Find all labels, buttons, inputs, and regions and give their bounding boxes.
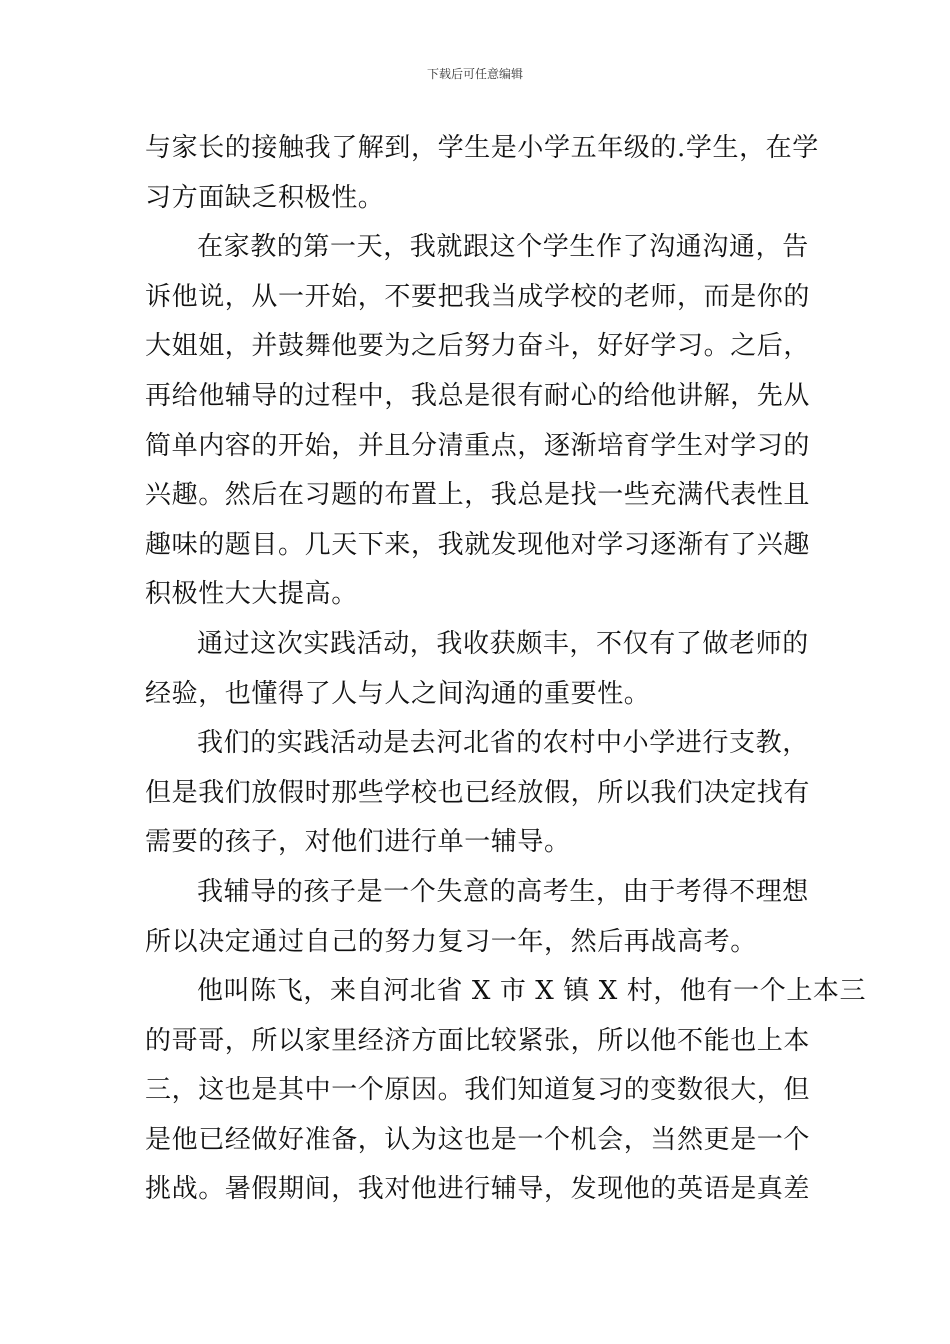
text-line: 经验，也懂得了人与人之间沟通的重要性。 [145,678,651,709]
text-line: 再给他辅导的过程中，我总是很有耐心的给他讲解，先从 [145,380,811,411]
text-line: 习方面缺乏积极性。 [145,182,385,213]
text-line: 挑战。暑假期间，我对他进行辅导，发现他的英语是真差 [145,1174,811,1205]
text-line: 大姐姐，并鼓舞他要为之后努力奋斗，好好学习。之后， [145,331,811,362]
text-line: 我辅导的孩子是一个失意的高考生，由于考得不理想 [197,876,809,907]
text-line: 与家长的接触我了解到，学生是小学五年级的.学生，在学 [145,133,819,163]
text-line: 在家教的第一天，我就跟这个学生作了沟通沟通，告 [197,232,809,263]
document-body [145,124,867,1215]
page-header: 下载后可任意编辑 [426,67,523,81]
text-line: 是他已经做好准备，认为这也是一个机会，当然更是一个 [145,1124,811,1155]
text-line: 简单内容的开始，并且分清重点，逐渐培育学生对学习的 [145,430,811,461]
text-line: 的哥哥，所以家里经济方面比较紧张，所以他不能也上本 [145,1025,811,1056]
text-line: 需要的孩子，对他们进行单一辅导。 [145,827,571,858]
text-line: 三，这也是其中一个原因。我们知道复习的变数很大，但 [145,1075,811,1106]
text-line: 诉他说，从一开始，不要把我当成学校的老师，而是你的 [145,281,811,312]
text-line: 但是我们放假时那些学校也已经放假，所以我们决定找有 [145,777,811,808]
text-line: 兴趣。然后在习题的布置上，我总是找一些充满代表性且 [145,480,811,511]
text-line: 通过这次实践活动，我收获颇丰，不仅有了做老师的 [197,628,809,659]
text-line: 所以决定通过自己的努力复习一年，然后再战高考。 [145,926,757,957]
text-line: 积极性大大提高。 [145,579,358,610]
text-line: 趣味的题目。几天下来，我就发现他对学习逐渐有了兴趣 [145,529,811,560]
text-line: 我们的实践活动是去河北省的农村中小学进行支教， [197,728,809,759]
text-line: 他叫陈飞，来自河北省 X 市 X 镇 X 村，他有一个上本三 [197,976,867,1007]
